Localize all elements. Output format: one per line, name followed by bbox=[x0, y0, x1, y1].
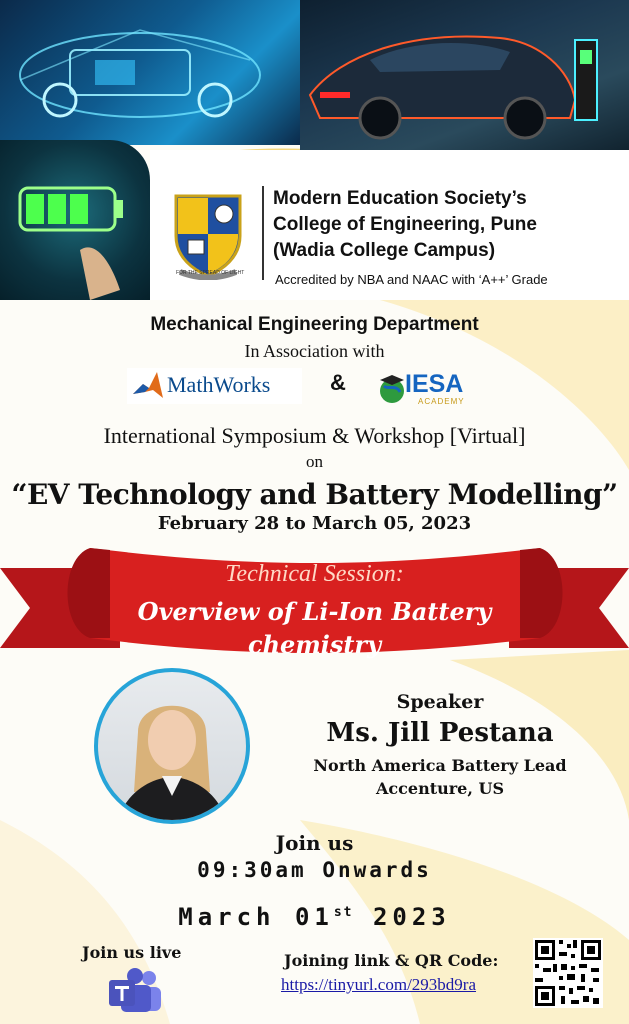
header-divider bbox=[262, 186, 264, 280]
iesa-academy-text: ACADEMY bbox=[418, 397, 465, 406]
session-time: 09:30am Onwards bbox=[197, 858, 432, 882]
ampersand: & bbox=[330, 370, 346, 395]
speaker-label: Speaker bbox=[396, 691, 484, 713]
globe-cap-icon bbox=[378, 374, 406, 404]
institution-name-line3: (Wadia College Campus) bbox=[273, 240, 496, 261]
iesa-academy-logo bbox=[378, 370, 478, 410]
institution-name-line2: College of Engineering, Pune bbox=[273, 214, 537, 235]
speaker-role: North America Battery Lead bbox=[313, 756, 567, 775]
speaker-organization: Accenture, US bbox=[376, 779, 504, 798]
session-topic-line1: Overview of Li-Ion Battery bbox=[137, 597, 492, 626]
join-us-text: Join us bbox=[275, 831, 354, 855]
join-live-label: Join us live bbox=[82, 943, 182, 962]
event-dates: February 28 to March 05, 2023 bbox=[157, 513, 472, 534]
mathworks-logo bbox=[127, 368, 302, 404]
speaker-name: Ms. Jill Pestana bbox=[326, 718, 554, 748]
accreditation-text: Accredited by NBA and NAAC with ‘A++’ Grade bbox=[275, 272, 548, 287]
session-topic-line2: chemistry bbox=[247, 630, 382, 659]
joining-link[interactable]: https://tinyurl.com/293bd9ra bbox=[281, 975, 477, 994]
event-type: International Symposium & Workshop [Virtual] bbox=[103, 423, 526, 448]
event-title: “EV Technology and Battery Modelling” bbox=[11, 478, 618, 511]
college-seal-icon bbox=[170, 188, 246, 280]
session-label: Technical Session: bbox=[225, 561, 404, 587]
electric-car-charging-image bbox=[300, 0, 629, 150]
session-date-day: March 01 bbox=[178, 903, 334, 931]
speaker-photo bbox=[94, 668, 250, 824]
department-name: Mechanical Engineering Department bbox=[150, 314, 479, 335]
mathworks-wordmark: MathWorks bbox=[167, 372, 271, 397]
ev-chassis-image bbox=[0, 0, 300, 145]
qr-code-icon[interactable] bbox=[533, 938, 603, 1008]
association-text: In Association with bbox=[244, 341, 385, 361]
session-date-suffix: st bbox=[333, 905, 354, 920]
joining-link-label: Joining link & QR Code: bbox=[284, 951, 499, 970]
institution-name-line1: Modern Education Society’s bbox=[273, 188, 527, 209]
mathworks-membrane-icon bbox=[131, 370, 165, 402]
session-date bbox=[0, 903, 629, 931]
seal-motto: FOR THE SPREAD OF LIGHT bbox=[176, 270, 245, 276]
battery-touch-image bbox=[0, 140, 150, 300]
event-on: on bbox=[306, 452, 323, 471]
microsoft-teams-icon[interactable] bbox=[107, 968, 163, 1014]
session-date-year: 2023 bbox=[372, 903, 451, 931]
iesa-wordmark: IESA bbox=[405, 370, 464, 398]
